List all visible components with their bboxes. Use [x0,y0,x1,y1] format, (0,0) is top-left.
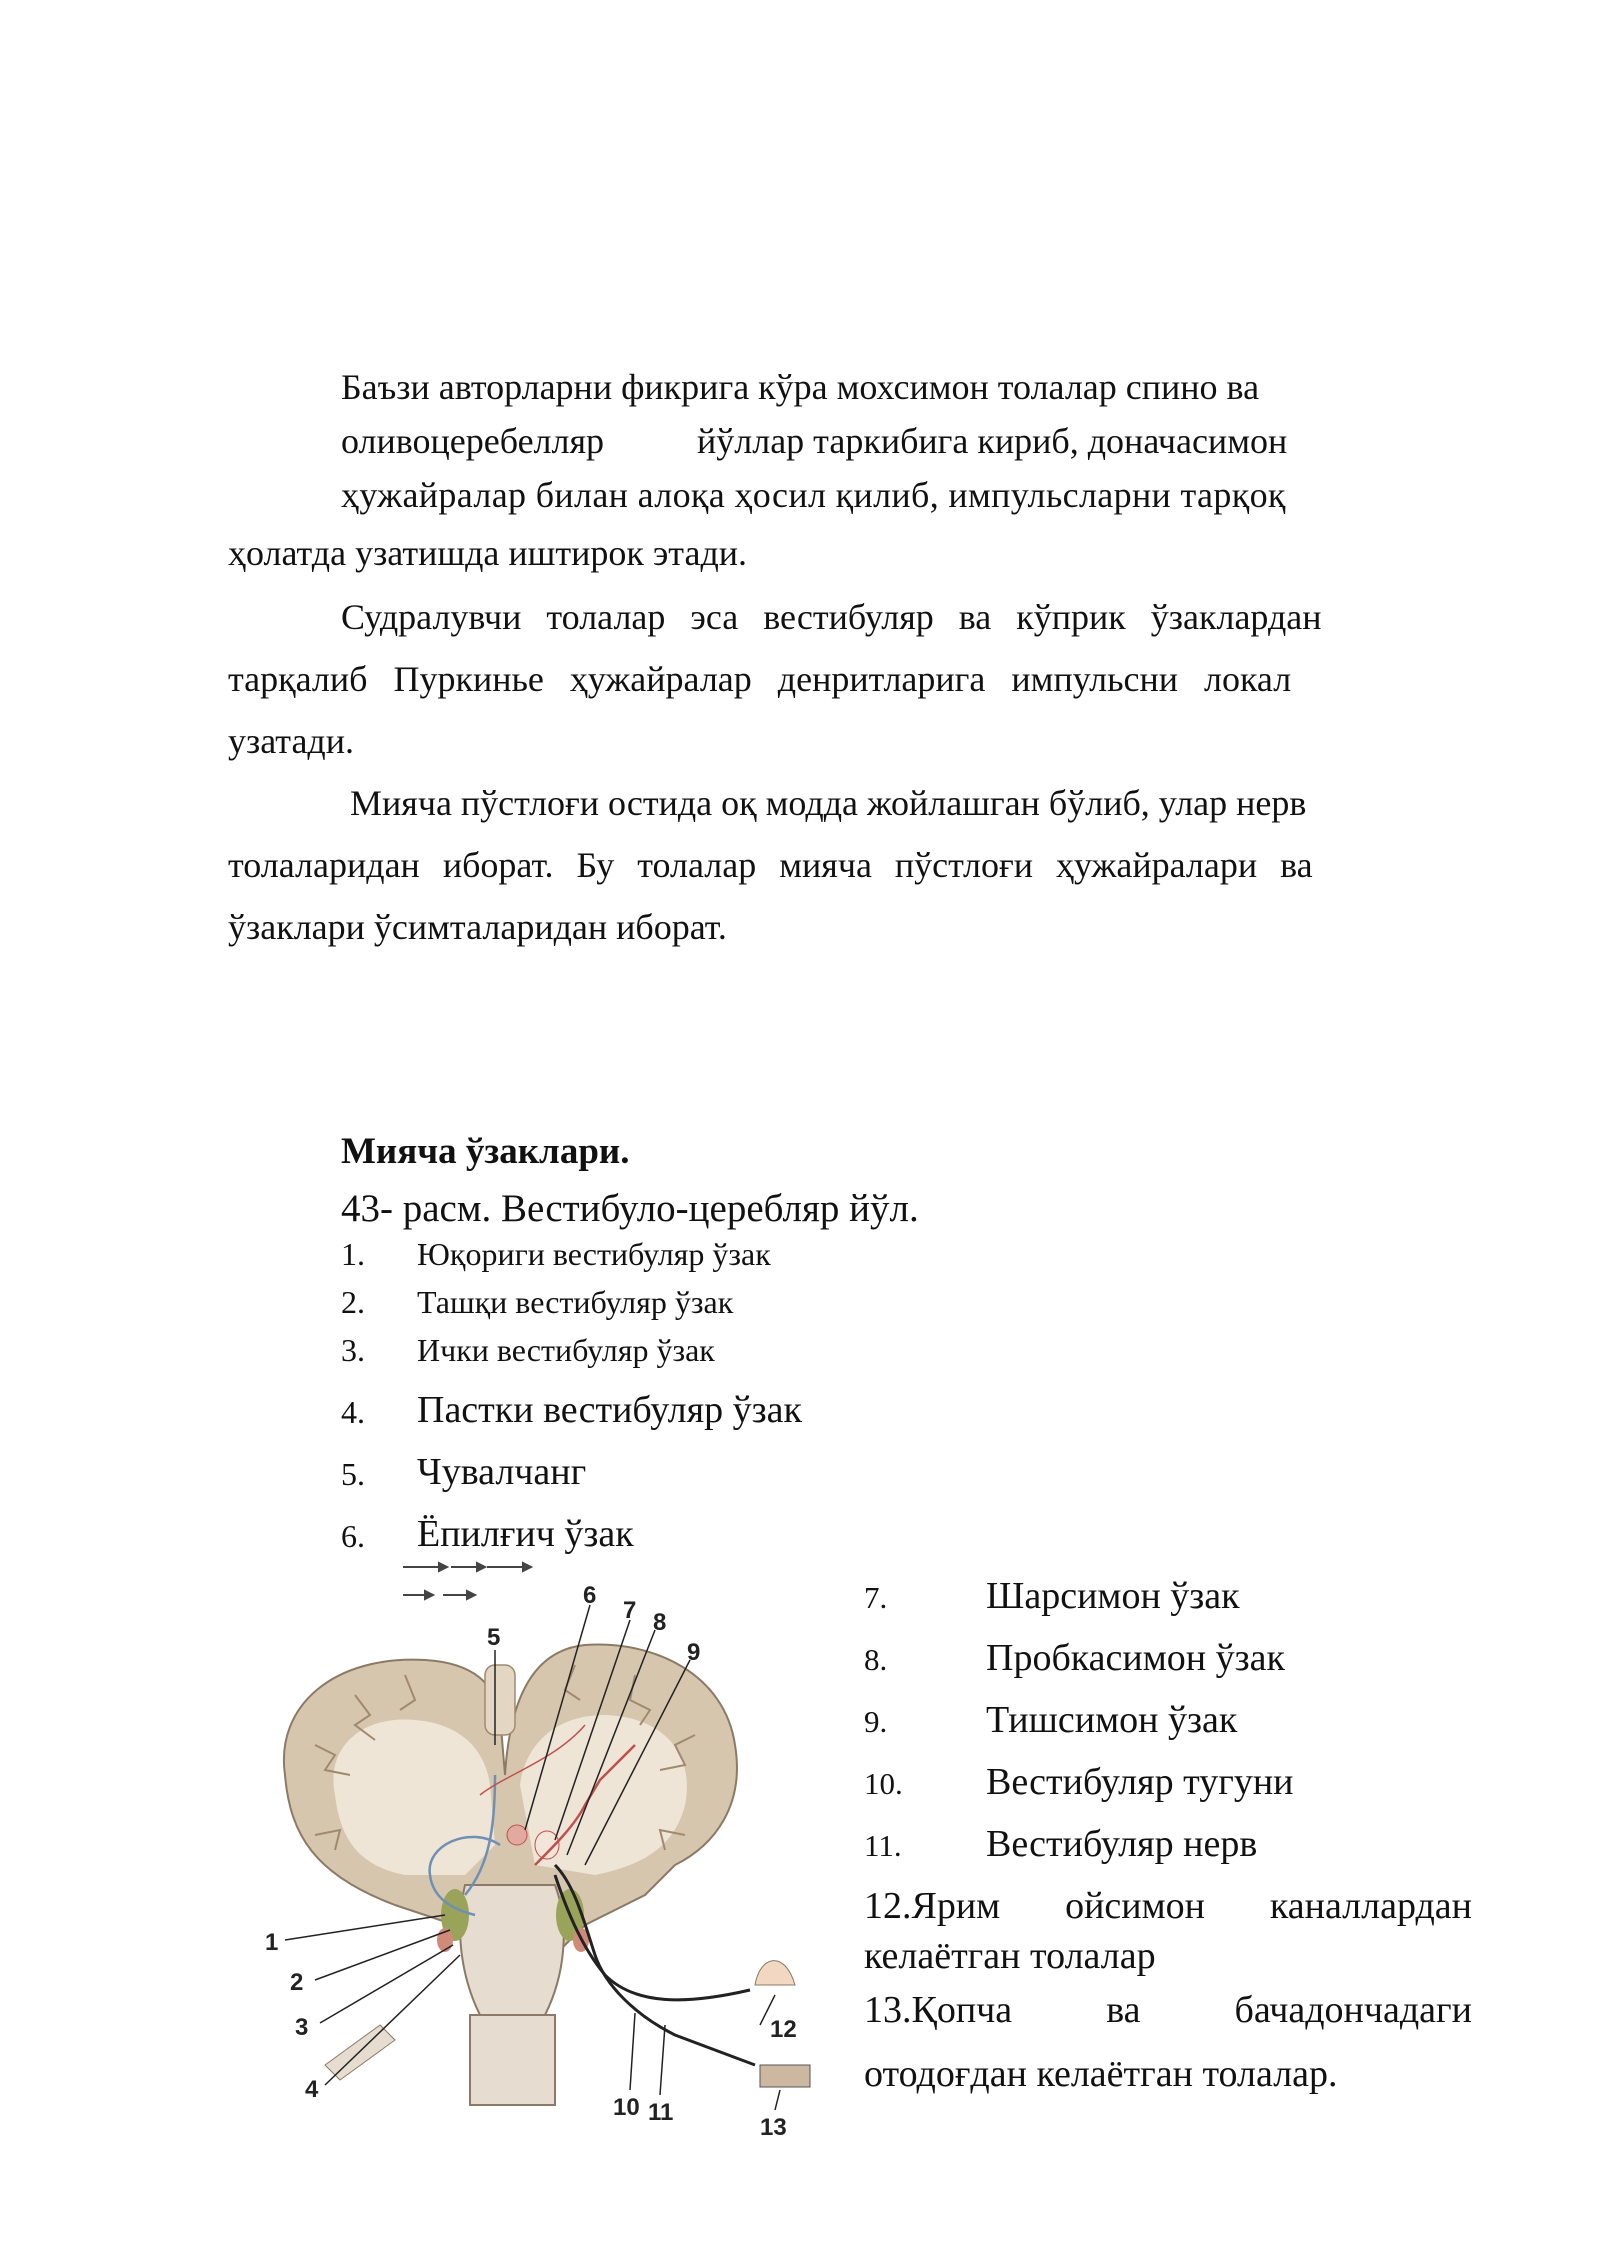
legend-item-12-line2: келаётган толалар [864,1935,1156,1977]
legend-text: Тишсимон ўзак [986,1699,1238,1741]
p1-line1: Баъзи авторларни фикрига кўра мохсимон толалар спино ва [341,367,1260,407]
legend-text: Юқориги вестибуляр ўзак [417,1236,771,1272]
p1-line3 [341,474,1471,516]
legend-word: каналлардан [1269,1885,1472,1927]
legend-num: 8. [864,1642,888,1677]
label-8: 8 [653,1609,667,1636]
label-9: 9 [687,1639,701,1666]
cerebellum-shape [284,1645,810,2105]
label-3: 3 [295,2014,309,2041]
label-1: 1 [265,1929,279,1956]
legend-num: 6. [341,1518,365,1554]
top-arrows [403,1563,531,1599]
p1-line4: ҳолатда узатишда иштирок этади. [228,533,748,573]
label-11: 11 [648,2099,674,2126]
legend-word: ва [1106,1989,1141,2031]
label-2: 2 [290,1969,304,1996]
legend-num: 1. [341,1236,365,1272]
legend-num: 7. [864,1580,888,1615]
legend-text: Пастки вестибуляр ўзак [417,1389,802,1431]
p3-line1: Мияча пўстлоғи остида оқ модда жойлашган бўлиб, улар нерв [350,783,1307,823]
label-10: 10 [613,2094,640,2121]
legend-text: Ички вестибуляр ўзак [417,1332,715,1368]
p2-line2: тарқалиб Пуркинье ҳужайралар денритларига импульсни локал [228,659,1292,699]
legend-text: Ташқи вестибуляр ўзак [417,1284,734,1320]
legend-word: бачадончадаги [1234,1989,1472,2031]
label-7: 7 [623,1597,637,1624]
legend-text: Чувалчанг [417,1451,587,1493]
p1-line2a: оливоцеребелляр [341,421,605,461]
legend-text: Пробкасимон ўзак [986,1637,1285,1679]
cerebellum-diagram [255,1545,835,2145]
legend-word: 13.Қопча [864,1989,1013,2031]
p3-line3: ўзаклари ўсимталаридан иборат. [228,907,727,947]
legend-num: 5. [341,1456,365,1492]
legend-text: Ёпилғич ўзак [417,1513,634,1555]
legend-word: 12.Ярим [864,1885,1001,1927]
legend-item-13-line1 [864,1988,1472,2032]
legend-num: 11. [864,1828,902,1863]
legend-num: 3. [341,1332,365,1368]
label-12: 12 [770,2016,797,2043]
legend-num: 9. [864,1704,888,1739]
label-5: 5 [487,1624,501,1651]
legend-text: Шарсимон ўзак [986,1575,1240,1617]
legend-num: 10. [864,1766,903,1801]
section-heading: Мияча ўзаклари. [341,1131,630,1172]
legend-item-12-line1 [864,1884,1472,1928]
legend-num: 4. [341,1394,365,1430]
figure-caption: 43- расм. Вестибуло-церебляр йўл. [341,1187,919,1230]
legend-item-13-line2: отодоғдан келаётган толалар. [864,2053,1338,2095]
legend-text: Вестибуляр нерв [986,1823,1258,1865]
p1-line3-text: ҳужайралар билан алоқа ҳосил қилиб, импульсларни тарқоқ [341,475,1286,515]
legend-word: ойсимон [1065,1885,1206,1927]
label-13: 13 [760,2114,787,2141]
p1-line2b: йўллар таркибига кириб, доначасимон [697,421,1288,461]
p2-line3: узатади. [228,721,354,761]
legend-num: 2. [341,1284,365,1320]
p3-line2: толаларидан иборат. Бу толалар мияча пўстлоғи ҳужайралари ва [228,845,1313,885]
legend-text: Вестибуляр тугуни [986,1761,1294,1803]
label-6: 6 [583,1582,597,1609]
p2-line1: Судралувчи толалар эса вестибуляр ва кўприк ўзаклардан [341,597,1322,637]
label-4: 4 [305,2076,319,2103]
